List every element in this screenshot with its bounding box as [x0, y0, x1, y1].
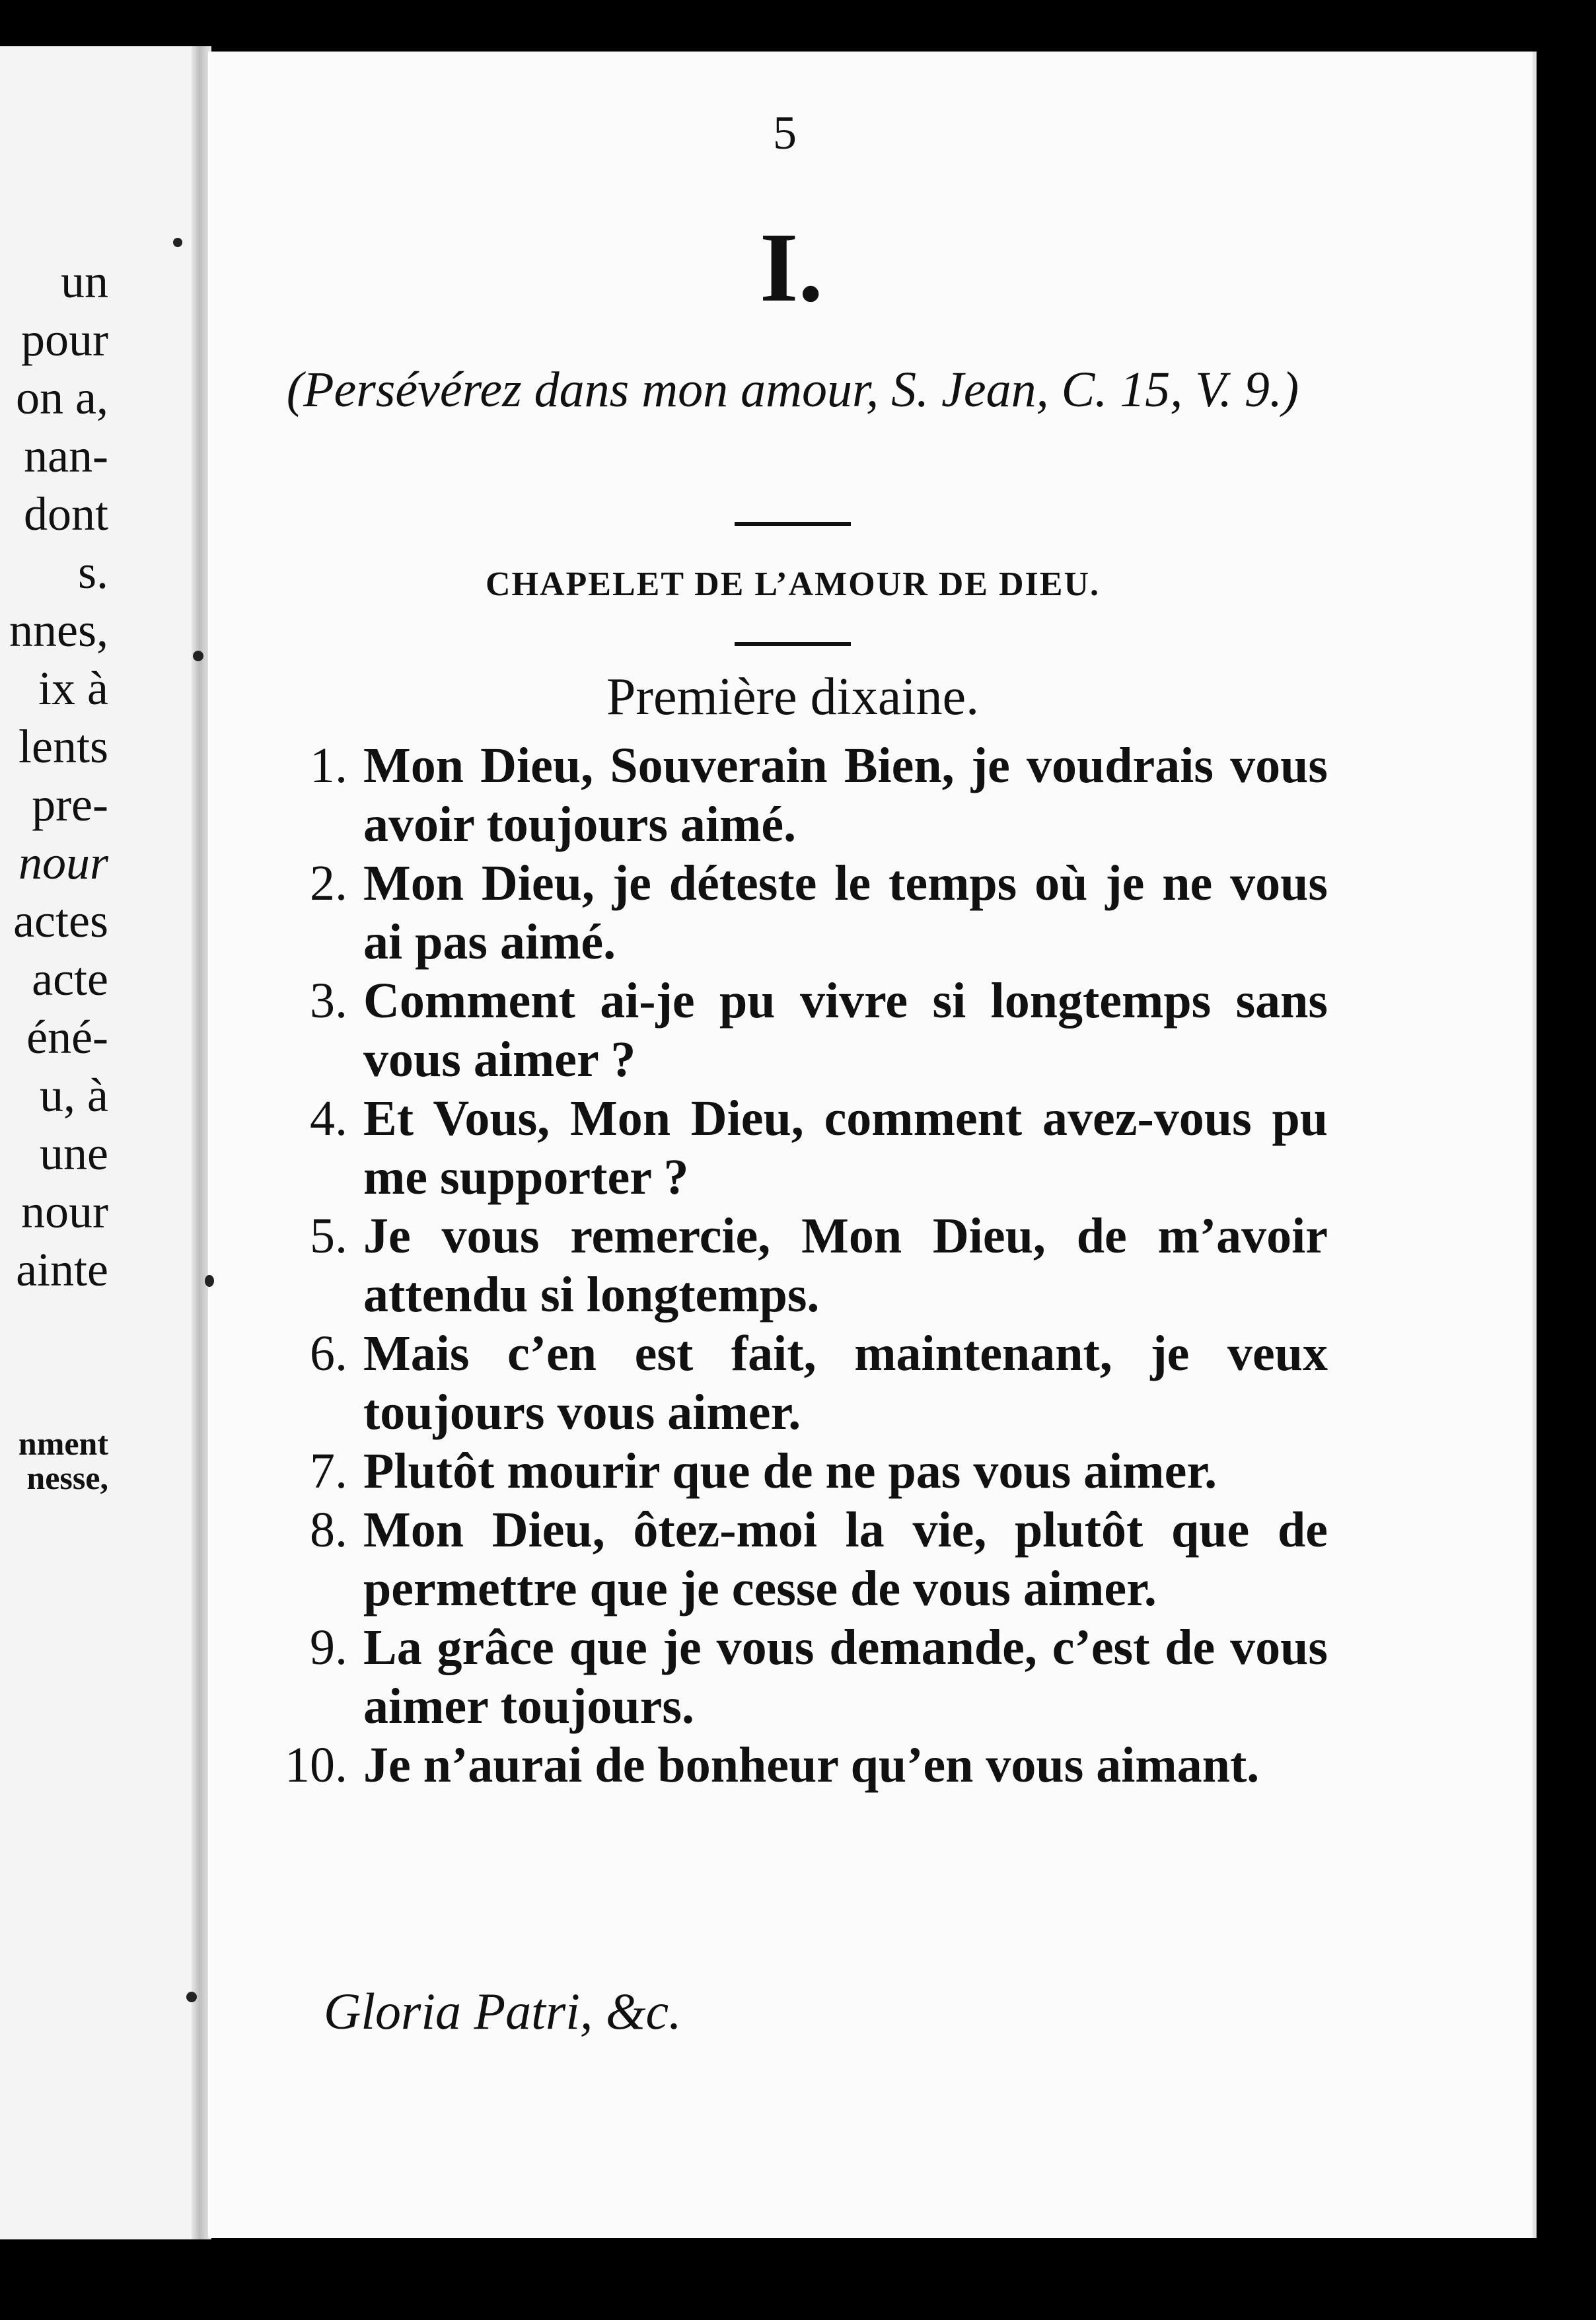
prayer-number: 9.: [310, 1620, 347, 1675]
prayer-item: [258, 854, 1328, 972]
prayer-item: [258, 1501, 1328, 1618]
prayer-item: [258, 1618, 1328, 1736]
prayer-number: 10.: [285, 1737, 347, 1793]
previous-page-line: ix à: [38, 662, 108, 715]
prayer-text: La grâce que je vous demande, c’est de vous aimer toujours.: [363, 1620, 1328, 1734]
scan-speck: [205, 1275, 214, 1287]
prayer-item: [258, 737, 1328, 854]
chapter-title: CHAPELET DE L’AMOUR DE DIEU.: [485, 565, 1101, 603]
prayer-text: Mais c’en est fait, maintenant, je veux toujours vous aimer.: [363, 1326, 1328, 1440]
previous-page-line: u, à: [40, 1069, 108, 1122]
previous-page-line: nour: [18, 836, 108, 889]
previous-page-line: nour: [21, 1185, 108, 1238]
scan-border: [0, 2239, 1596, 2320]
previous-page-line: acte: [32, 953, 108, 1005]
scan-speck: [193, 651, 203, 661]
prayer-item: [258, 1736, 1328, 1795]
prayer-item: [258, 1324, 1328, 1442]
prayer-item: [258, 1442, 1328, 1501]
previous-page-footnote-line: nesse,: [26, 1459, 108, 1496]
previous-page-footnote-line: nment: [18, 1425, 108, 1462]
previous-page-line: dont: [23, 488, 108, 540]
decade-heading: Première dixaine.: [606, 668, 980, 726]
prayer-number: 6.: [310, 1326, 347, 1381]
previous-page-line: une: [40, 1127, 108, 1180]
prayer-text: Et Vous, Mon Dieu, comment avez-vous pu me supporter ?: [363, 1091, 1328, 1205]
ornament-rule-bottom: [735, 642, 851, 646]
prayer-number: 5.: [310, 1208, 347, 1264]
prayer-text: Mon Dieu, ôtez-moi la vie, plutôt que de permettre que je cesse de vous aimer.: [363, 1502, 1328, 1616]
prayer-item: [258, 972, 1328, 1089]
closing-doxology: Gloria Patri, &c.: [324, 1982, 682, 2040]
previous-page-line: éné-: [26, 1011, 108, 1064]
prayer-number: 8.: [310, 1502, 347, 1558]
previous-page-line: pre-: [32, 778, 108, 831]
prayer-text: Je n’aurai de bonheur qu’en vous aimant.: [363, 1737, 1260, 1793]
section-numeral: I.: [760, 213, 823, 322]
ornament-rule-top: [735, 522, 851, 526]
previous-page-line: un: [61, 255, 108, 308]
prayer-list: [258, 737, 1328, 1795]
previous-page-line: pour: [21, 313, 108, 366]
prayer-text: Je vous remercie, Mon Dieu, de m’avoir attendu si longtemps.: [363, 1208, 1328, 1323]
prayer-text: Mon Dieu, je déteste le temps où je ne vous ai pas aimé.: [363, 855, 1328, 970]
scan-speck: [186, 1992, 197, 2002]
previous-page-line: actes: [13, 894, 108, 947]
prayer-item: [258, 1207, 1328, 1324]
previous-page-line: ainte: [16, 1243, 108, 1296]
prayer-text: Plutôt mourir que de ne pas vous aimer.: [363, 1443, 1217, 1499]
prayer-text: Mon Dieu, Souverain Bien, je voudrais vous avoir toujours aimé.: [363, 738, 1328, 852]
prayer-number: 1.: [310, 738, 347, 793]
previous-page-line: on a,: [16, 371, 108, 424]
prayer-number: 2.: [310, 855, 347, 911]
prayer-number: 7.: [310, 1443, 347, 1499]
previous-page-line: nnes,: [9, 604, 108, 657]
previous-page-line: nan-: [24, 429, 108, 482]
page-number: 5: [773, 106, 797, 159]
prayer-number: 3.: [310, 973, 347, 1029]
epigraph-citation: (Persévérez dans mon amour, S. Jean, C. 15, V. 9.): [286, 362, 1299, 417]
previous-page-line: lents: [18, 720, 108, 773]
prayer-text: Comment ai-je pu vivre si longtemps sans vous aimer ?: [363, 973, 1328, 1087]
prayer-number: 4.: [310, 1091, 347, 1146]
scan-speck: [173, 238, 182, 247]
previous-page-line: s.: [77, 546, 108, 598]
prayer-item: [258, 1089, 1328, 1207]
